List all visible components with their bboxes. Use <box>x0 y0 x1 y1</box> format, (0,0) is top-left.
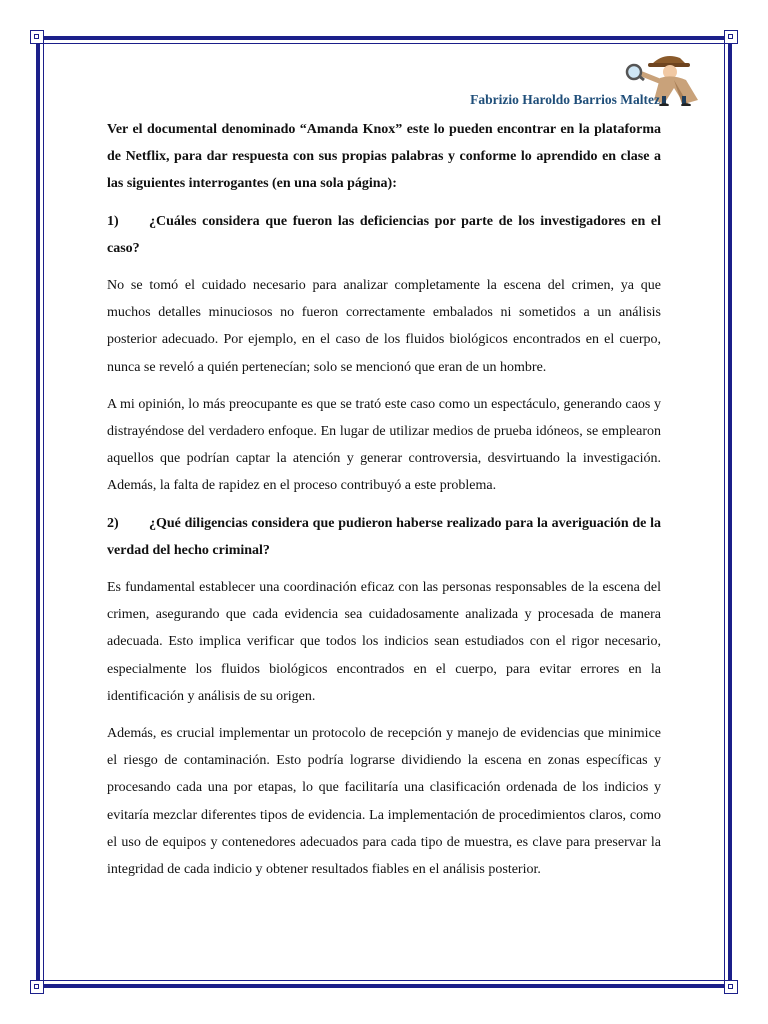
answer-2-paragraph-1: Es fundamental establecer una coordinación eficaz con las personas responsables de la escena del crimen, asegurando que cada evidencia sea cuidadosamente analizada y procesada de manera adecuada. Esto implica verificar que todos los indicios sean estudiados con el rigor necesario, especialmente los fluidos biológicos encontrados en el cuerpo, para evitar errores en la identificación y análisis de su origen. <box>107 580 661 704</box>
intro-paragraph: Ver el documental denominado “Amanda Knox” este lo pueden encontrar en la plataforma de Netflix, para dar respuesta con sus propias palabras y conforme lo aprendido en clase a las siguientes interrogantes (en una sola página): <box>107 122 661 192</box>
question-2-text: ¿Qué diligencias considera que pudieron haberse realizado para la averiguación de la verdad del hecho criminal? <box>107 515 661 558</box>
author-name: Fabrizio Haroldo Barrios Maltez <box>470 92 660 107</box>
question-1-number: 1) <box>107 213 119 229</box>
answer-1-paragraph-1: No se tomó el cuidado necesario para analizar completamente la escena del crimen, ya que muchos detalles minuciosos no fueron correctamente embalados ni sometidos a un análisis posterior adecuado. Por ejemplo, en el caso de los fluidos biológicos encontrados en el cuerpo, nunca se reveló a quién pertenecían; solo se mencionó que eran de un hombre. <box>107 278 661 375</box>
corner-ornament-bottom-left <box>30 980 44 994</box>
answer-2-paragraph-2: Además, es crucial implementar un protocolo de recepción y manejo de evidencias que minimice el riesgo de contaminación. Esto podría lograrse dividiendo la escena en zonas específicas y procesando cada una por etapas, lo que facilitaría una clasificación ordenada de los indicios y evitaría mezclar diferentes tipos de evidencia. La implementación de procedimientos claros, como el uso de equipos y contenedores adecuados para cada tipo de muestra, es clave para preservar la integridad de cada indicio y obtener resultados fiables en el análisis posterior. <box>107 726 661 878</box>
question-2-number: 2) <box>107 515 119 531</box>
question-1-text: ¿Cuáles considera que fueron las deficiencias por parte de los investigadores en el caso? <box>107 213 661 256</box>
corner-ornament-bottom-right <box>724 980 738 994</box>
corner-ornament-top-right <box>724 30 738 44</box>
document-body <box>107 116 661 893</box>
question-2 <box>107 510 661 564</box>
corner-ornament-top-left <box>30 30 44 44</box>
question-1 <box>107 208 661 262</box>
answer-1-paragraph-2: A mi opinión, lo más preocupante es que se trató este caso como un espectáculo, generando caos y distrayéndose del verdadero enfoque. En lugar de utilizar medios de prueba idóneos, se emplearon aquellos que podrían captar la atención y generar controversia, desvirtuando la investigación. Además, la falta de rapidez en el proceso contribuyó a este problema. <box>107 396 661 494</box>
